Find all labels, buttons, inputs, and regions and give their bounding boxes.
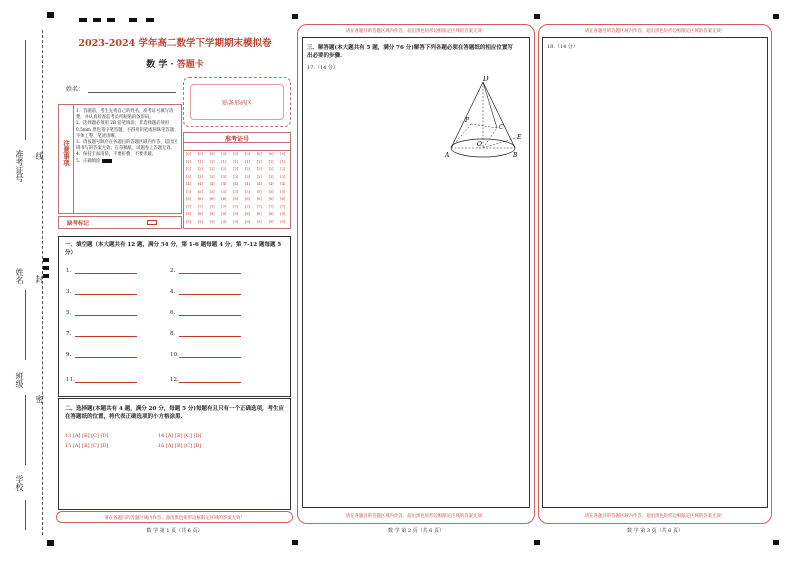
exam-id-bubble[interactable]: [2]: [209, 167, 215, 171]
exam-id-bubble[interactable]: [6]: [186, 197, 191, 201]
exam-id-label: 准考证号: [224, 136, 249, 143]
side-underline: [25, 40, 26, 140]
blank-line[interactable]: [75, 331, 137, 337]
blank-item[interactable]: [170, 310, 241, 316]
registration-mark: [292, 14, 298, 19]
label-O: O: [477, 141, 482, 148]
absent-box: [58, 216, 182, 229]
label-B: B: [513, 152, 518, 159]
registration-mark: [146, 18, 154, 22]
exam-id-bubble[interactable]: [3]: [233, 174, 239, 179]
exam-id-bubble[interactable]: [9]: [268, 219, 274, 224]
choice-row[interactable]: 15 [A] [B] [C] [D]: [65, 443, 109, 449]
blank-item[interactable]: [170, 377, 241, 383]
blank-item[interactable]: [66, 268, 137, 274]
blank-line[interactable]: [179, 289, 241, 295]
label-A: A: [445, 152, 450, 159]
exam-id-bubble[interactable]: [0]: [186, 152, 191, 156]
blank-line[interactable]: [179, 331, 241, 337]
exam-id-bubble[interactable]: [1]: [209, 159, 215, 164]
exam-id-bubble[interactable]: [8]: [245, 212, 250, 216]
warning-bottom: 请在各题目的答题区域内作答，超出黑色矩形边框限定区域的答案无效！: [345, 514, 487, 519]
blank-line[interactable]: [75, 310, 137, 316]
exam-id-bubble[interactable]: [4]: [197, 182, 203, 186]
exam-id-bubble[interactable]: [3]: [245, 174, 250, 179]
exam-id-bubble[interactable]: [4]: [268, 182, 274, 186]
exam-id-bubble[interactable]: [2]: [221, 167, 227, 171]
notice-box: [58, 104, 182, 214]
exam-id-bubble[interactable]: [1]: [233, 159, 239, 164]
blank-line[interactable]: [75, 268, 137, 274]
exam-id-bubble[interactable]: [9]: [197, 219, 203, 224]
exam-id-bubble[interactable]: [3]: [268, 174, 274, 179]
section1-heading: 一、填空题（本大题共有 12 题，满分 54 分，第 1-6 题每题 4 分，第 7-12 题每题 5 分）: [65, 242, 282, 256]
side-underline: [25, 500, 26, 530]
exam-id-bubble[interactable]: [7]: [186, 204, 191, 209]
exam-id-bubble[interactable]: [9]: [209, 219, 215, 224]
barcode-label: 贴条形码区: [221, 100, 252, 107]
exam-id-bubble[interactable]: [2]: [245, 167, 250, 171]
exam-id-box: [183, 132, 291, 229]
blank-item[interactable]: [66, 331, 137, 337]
exam-id-bubble[interactable]: [6]: [233, 197, 239, 201]
blank-line[interactable]: [179, 268, 241, 274]
exam-id-bubble[interactable]: [2]: [256, 167, 262, 171]
notice-item: 5．正确填涂: [76, 159, 180, 165]
exam-id-bubble[interactable]: [5]: [221, 189, 227, 194]
exam-id-bubble[interactable]: [7]: [209, 204, 215, 209]
label-P: P: [465, 117, 470, 124]
exam-id-bubble[interactable]: [6]: [221, 197, 227, 201]
exam-id-bubble[interactable]: [1]: [221, 159, 227, 164]
exam-id-bubble[interactable]: [4]: [256, 182, 262, 186]
subject-title: [58, 57, 292, 70]
footer: 数 学 第 1 页（共 6 页）: [146, 528, 203, 534]
exam-id-bubble[interactable]: [7]: [280, 204, 286, 209]
cone-figure: [441, 76, 526, 166]
exam-id-bubble[interactable]: [6]: [209, 197, 215, 201]
exam-id-bubble[interactable]: [8]: [209, 212, 215, 216]
barcode-area: [183, 77, 291, 127]
registration-mark: [773, 14, 779, 19]
exam-id-bubble[interactable]: [6]: [256, 197, 262, 201]
notice-item: 3．请按题号顺序在各题目的答题区域内作答，超出区域书写的答案无效；在草稿纸、试题卷上答题无效。: [76, 140, 178, 152]
side-school: 学校: [15, 475, 24, 491]
exam-id-bubble[interactable]: [8]: [221, 212, 227, 216]
exam-id-bubble[interactable]: [5]: [209, 189, 215, 194]
exam-id-bubble[interactable]: [3]: [221, 174, 227, 179]
blank-line[interactable]: [75, 377, 137, 383]
exam-id-bubble[interactable]: [7]: [233, 204, 239, 209]
exam-id-bubble[interactable]: [9]: [233, 219, 239, 224]
exam-id-bubble[interactable]: [7]: [221, 204, 227, 209]
exam-id-bubble[interactable]: [6]: [268, 197, 274, 201]
exam-id-bubble[interactable]: [0]: [209, 152, 215, 156]
exam-id-bubble[interactable]: [5]: [233, 189, 239, 194]
blank-item[interactable]: [170, 289, 241, 295]
exam-id-bubble[interactable]: [3]: [256, 174, 262, 179]
exam-id-bubble[interactable]: [2]: [233, 167, 239, 171]
registration-mark: [47, 540, 54, 546]
exam-id-bubble[interactable]: [8]: [197, 212, 203, 216]
exam-id-bubble[interactable]: [5]: [197, 189, 203, 194]
blank-item[interactable]: [170, 352, 241, 358]
blank-number: 7.: [66, 331, 72, 337]
warning-bottom: 请在各题目的答题区域内作答，超出黑色矩形边框限定区域的答案无效！: [584, 514, 726, 519]
exam-id-bubble[interactable]: [1]: [245, 159, 250, 164]
exam-id-bubble[interactable]: [0]: [256, 152, 262, 156]
exam-id-bubble[interactable]: [4]: [280, 182, 286, 186]
notice-item: 4．保持卡面清洁，不要折叠、不要弄破。: [76, 152, 157, 158]
exam-id-bubble[interactable]: [9]: [221, 219, 227, 224]
absent-label: 缺考标记: [67, 221, 90, 227]
notice-title: 注意事项: [62, 140, 70, 166]
blank-number: 2.: [170, 268, 176, 274]
footer: 数 学 第 3 页（共 6 页）: [627, 528, 683, 534]
exam-id-bubble[interactable]: [2]: [197, 167, 203, 171]
blank-number: 12.: [170, 377, 179, 383]
blank-line[interactable]: [179, 310, 241, 316]
blank-line[interactable]: [179, 377, 241, 383]
exam-id-bubble[interactable]: [9]: [186, 219, 191, 224]
warning-top: 请在各题目的答题区域内作答，超出黑色矩形边框限定区域的答案无效！: [584, 29, 726, 34]
page-title: 2023-2024 学年高二数学下学期期末模拟卷: [78, 38, 272, 49]
registration-mark: [773, 540, 779, 545]
exam-id-bubble[interactable]: [0]: [280, 152, 286, 156]
exam-id-bubble[interactable]: [2]: [186, 167, 191, 171]
answer-area-18[interactable]: [542, 37, 768, 508]
blank-number: 5.: [66, 310, 72, 316]
blank-number: 10.: [170, 352, 179, 358]
registration-mark: [47, 12, 54, 18]
exam-id-bubble[interactable]: [5]: [256, 189, 262, 194]
registration-mark: [292, 540, 298, 545]
exam-id-bubble[interactable]: [3]: [209, 174, 215, 179]
exam-id-bubble[interactable]: [5]: [280, 189, 286, 194]
exam-id-bubble[interactable]: [3]: [186, 174, 191, 179]
exam-id-bubble[interactable]: [8]: [233, 212, 239, 216]
exam-id-bubble[interactable]: [9]: [256, 219, 262, 224]
registration-mark: [129, 18, 137, 22]
q17-label: 17.（14 分）: [307, 65, 338, 71]
name-field[interactable]: [88, 92, 176, 93]
side-exam-no: 准考证号: [15, 150, 24, 182]
exam-id-bubble[interactable]: [7]: [197, 204, 203, 209]
name-label: 姓名：: [66, 86, 85, 93]
blank-number: 6.: [170, 310, 176, 316]
exam-id-bubble[interactable]: [3]: [280, 174, 286, 179]
side-secret: 密: [35, 395, 44, 403]
side-line: 线: [35, 152, 44, 160]
exam-id-bubble[interactable]: [7]: [245, 204, 250, 209]
exam-id-bubble[interactable]: [5]: [268, 189, 274, 194]
section2-heading: 二、选择题(本题共有 4 题，满分 20 分，每题 5 分)每题有且只有一个正确选项，考生应在答题纸的位置，将代表正确选项的小方格涂黑.: [65, 406, 285, 420]
exam-id-bubble[interactable]: [5]: [186, 189, 191, 194]
blank-item[interactable]: [170, 331, 241, 337]
exam-id-bubble[interactable]: [4]: [221, 182, 227, 186]
exam-id-bubble[interactable]: [8]: [186, 212, 191, 216]
exam-id-bubble[interactable]: [8]: [268, 212, 274, 216]
exam-id-bubble[interactable]: [9]: [280, 219, 286, 224]
exam-id-bubble[interactable]: [4]: [209, 182, 215, 186]
blank-line[interactable]: [179, 352, 241, 358]
exam-id-bubble[interactable]: [6]: [245, 197, 250, 201]
label-C: C: [499, 124, 504, 131]
registration-mark: [43, 266, 49, 270]
registration-mark: [534, 14, 540, 19]
blank-number: 11.: [66, 377, 75, 383]
exam-id-bubble[interactable]: [1]: [186, 159, 191, 164]
blank-line[interactable]: [75, 289, 137, 295]
subject-suffix: 答题卡: [176, 60, 204, 70]
exam-id-bubble[interactable]: [1]: [197, 159, 203, 164]
exam-id-bubble[interactable]: [8]: [280, 212, 286, 216]
label-D: D: [483, 76, 489, 83]
side-seal: 封: [35, 275, 44, 283]
exam-id-bubble[interactable]: [2]: [268, 167, 274, 171]
side-underline: [25, 395, 26, 465]
notice-list: [76, 109, 180, 165]
exam-id-bubble[interactable]: [7]: [256, 204, 262, 209]
choice-row[interactable]: 13 [A] [B] [C] [D]: [65, 433, 109, 439]
blank-number: 9.: [66, 352, 72, 358]
blank-item[interactable]: [66, 352, 137, 358]
exam-id-bubble[interactable]: [4]: [245, 182, 250, 186]
exam-id-bubble[interactable]: [8]: [256, 212, 262, 216]
footer: 数 学 第 2 页（共 6 页）: [388, 528, 444, 534]
registration-mark: [107, 18, 115, 22]
side-name: 姓名: [15, 268, 24, 284]
answer-area-17[interactable]: [302, 37, 530, 508]
side-underline: [25, 290, 26, 360]
choice-section: [58, 398, 291, 510]
notice-item: 1．答题前，考生先将自己的姓名，准考证号填写清楚，并认真检查监考员所粘贴的条形码。: [76, 109, 174, 121]
exam-id-bubble[interactable]: [9]: [245, 219, 250, 224]
absent-checkbox[interactable]: [147, 220, 157, 225]
blank-number: 1.: [66, 268, 72, 274]
blank-line[interactable]: [75, 352, 137, 358]
choice-row[interactable]: 14 [A] [B] [C] [D]: [158, 433, 202, 439]
blank-number: 8.: [170, 331, 176, 337]
blank-number: 4.: [170, 289, 176, 295]
exam-id-bubble[interactable]: [7]: [268, 204, 274, 209]
exam-id-bubble[interactable]: [3]: [197, 174, 203, 179]
side-class: 班级: [15, 372, 24, 388]
exam-id-bubble[interactable]: [6]: [197, 197, 203, 201]
blank-item[interactable]: [66, 377, 137, 383]
exam-id-bubble[interactable]: [1]: [280, 159, 286, 164]
registration-mark: [79, 18, 87, 22]
label-E: E: [517, 134, 522, 141]
warning-top: 请在各题目的答题区域内作答，超出黑色矩形边框限定区域的答案无效！: [345, 29, 487, 34]
section3-heading: 三、解答题(本大题共有 5 题，满分 76 分)解答下列各题必须在答题纸的相应位置写出必要的步骤.: [307, 45, 513, 59]
blank-item[interactable]: [66, 310, 137, 316]
exam-id-bubble[interactable]: [0]: [197, 152, 203, 156]
registration-mark: [43, 258, 49, 262]
exam-id-bubble[interactable]: [4]: [233, 182, 239, 186]
exam-id-bubble[interactable]: [0]: [245, 152, 250, 156]
blank-item[interactable]: [170, 268, 241, 274]
registration-mark: [93, 18, 101, 22]
exam-id-bubble[interactable]: [0]: [233, 152, 239, 156]
exam-id-bubble[interactable]: [5]: [245, 189, 250, 194]
subject-prefix: 数 学 ·: [146, 60, 177, 70]
notice-item: 2．选择题必须用 2B 铅笔填涂；非选择题必须用 0.5mm 黑色签字笔答题，不得用铅笔或圆珠笔答题；字体工整、笔迹清晰。: [76, 121, 179, 139]
q18-label: 18.（14 分）: [547, 44, 578, 50]
exam-id-bubble[interactable]: [6]: [280, 197, 286, 201]
exam-id-bubble[interactable]: [2]: [280, 167, 286, 171]
exam-id-bubble[interactable]: [0]: [268, 152, 274, 156]
registration-mark: [534, 540, 540, 545]
blank-item[interactable]: [66, 289, 137, 295]
exam-id-bubble[interactable]: [1]: [256, 159, 262, 164]
choice-row[interactable]: 16 [A] [B] [C] [D]: [158, 443, 202, 449]
exam-id-bubble[interactable]: [1]: [268, 159, 274, 164]
exam-id-bubble[interactable]: [4]: [186, 182, 191, 186]
fill-blank-section: [58, 236, 291, 397]
warning-banner: 请在各题目的答题区域内作答，超出黑色矩形边框限定区域的答案无效！: [56, 511, 293, 523]
exam-id-bubble[interactable]: [0]: [221, 152, 227, 156]
exam-id-grid[interactable]: [185, 152, 291, 228]
blank-number: 3.: [66, 289, 72, 295]
